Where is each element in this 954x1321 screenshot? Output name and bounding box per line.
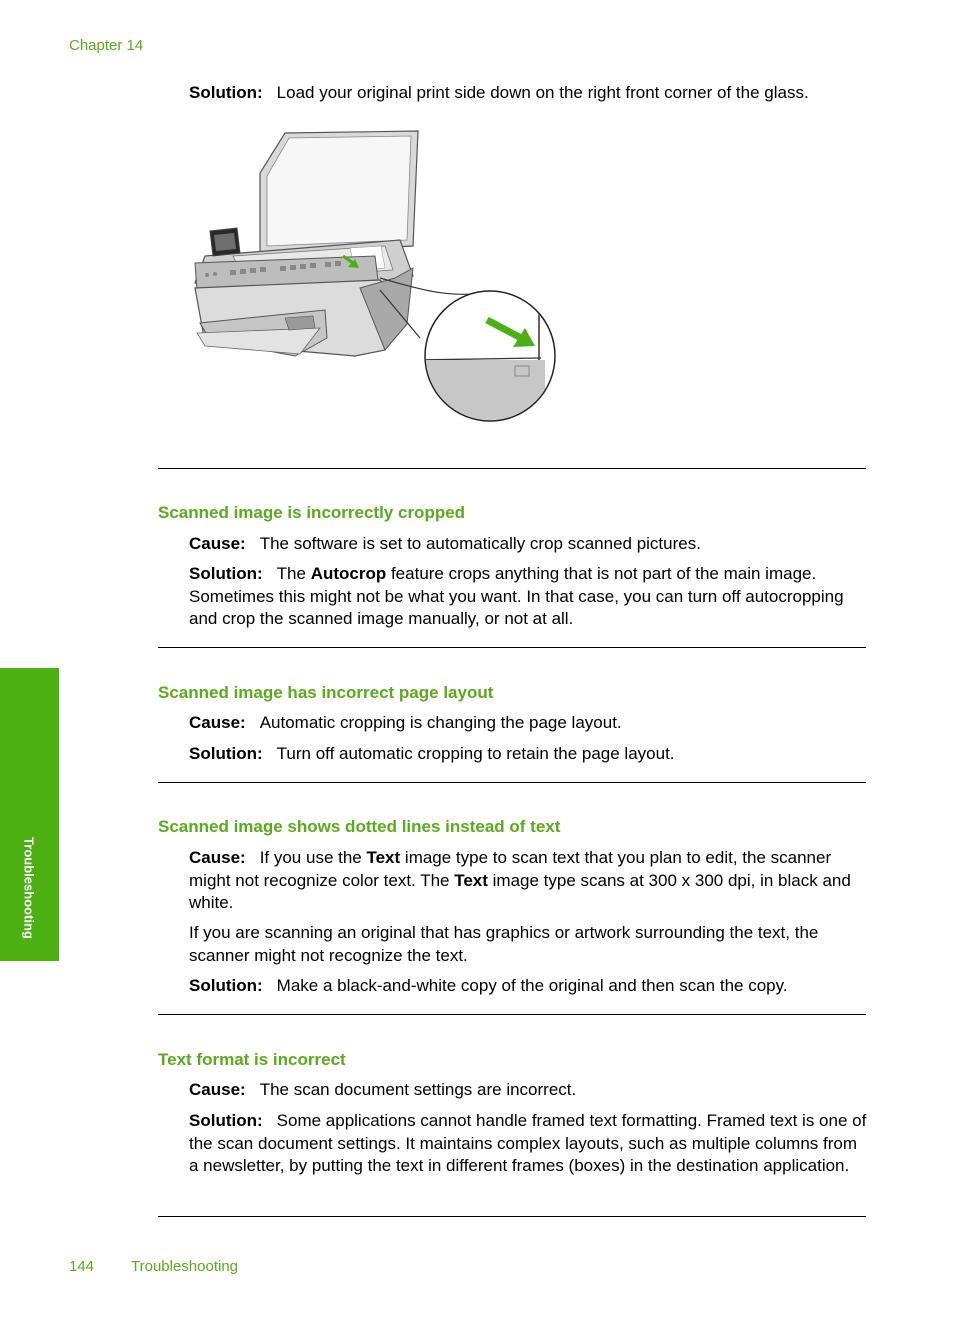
autocrop-term: Autocrop (310, 564, 387, 583)
cause-text: The software is set to automatically crop scanned pictures. (259, 534, 701, 553)
solution-paragraph (189, 975, 867, 998)
solution-label: Solution: (189, 1111, 263, 1130)
solution-text-rest: feature crops anything that is not part of the main image. Sometimes this might not be what you want. In that case, you can turn off autocropping and crop the scanned image manually, or not at all. (189, 564, 844, 628)
section-heading-format: Text format is incorrect (158, 1050, 346, 1069)
cause-label: Cause: (189, 848, 246, 867)
solution-paragraph (189, 1110, 867, 1178)
page-number: 144 (69, 1258, 95, 1275)
solution-label: Solution: (189, 976, 263, 995)
divider (158, 647, 866, 648)
cause-text: Automatic cropping is changing the page layout. (259, 713, 622, 732)
solution-text: Turn off automatic cropping to retain the page layout. (276, 744, 675, 763)
footer-section: Troubleshooting (131, 1258, 239, 1275)
cause-paragraph (189, 1079, 867, 1102)
section-heading-dotted: Scanned image shows dotted lines instead of text (158, 817, 561, 836)
cause-text-mid: image type to scan text that you plan to edit, the scanner might not recognize color text. The (189, 848, 832, 890)
solution-text: The (276, 564, 311, 583)
cause-paragraph (189, 847, 867, 915)
cause-label: Cause: (189, 534, 246, 553)
cause-paragraph (189, 712, 867, 735)
section-heading-cropped: Scanned image is incorrectly cropped (158, 503, 466, 522)
solution-text: Load your original print side down on the right front corner of the glass. (276, 83, 809, 102)
intro-solution (189, 82, 867, 105)
cause-label: Cause: (189, 1080, 246, 1099)
divider (158, 468, 866, 469)
solution-text: Make a black-and-white copy of the original and then scan the copy. (276, 976, 788, 995)
solution-text: Some applications cannot handle framed text formatting. Framed text is one of the scan document settings. It maintains complex layouts, such as multiple columns from a newsletter, by putting the text in different frames (boxes) in the destination application. (189, 1111, 867, 1175)
chapter-label: Chapter 14 (69, 37, 144, 54)
cause-text-rest: image type scans at 300 x 300 dpi, in black and white. (189, 870, 851, 912)
cause-text: If you use the (259, 848, 367, 867)
solution-paragraph (189, 563, 867, 631)
text-term: Text (366, 848, 401, 867)
solution-label: Solution: (189, 83, 263, 102)
text-term: Text (454, 870, 488, 890)
solution-label: Solution: (189, 744, 263, 763)
cause-label: Cause: (189, 713, 246, 732)
section-heading-layout: Scanned image has incorrect page layout (158, 683, 494, 702)
cause-text: The scan document settings are incorrect. (259, 1080, 577, 1099)
printer-scanner-illustration (185, 128, 565, 428)
divider (158, 1014, 866, 1015)
divider (158, 782, 866, 783)
extra-paragraph: If you are scanning an original that has graphics or artwork surrounding the text, the scanner might not recognize the text. (189, 923, 819, 965)
cause-paragraph (189, 533, 867, 556)
divider (158, 1216, 866, 1217)
solution-paragraph (189, 743, 867, 766)
side-tab-label: Troubleshooting (21, 837, 37, 939)
solution-label: Solution: (189, 564, 263, 583)
